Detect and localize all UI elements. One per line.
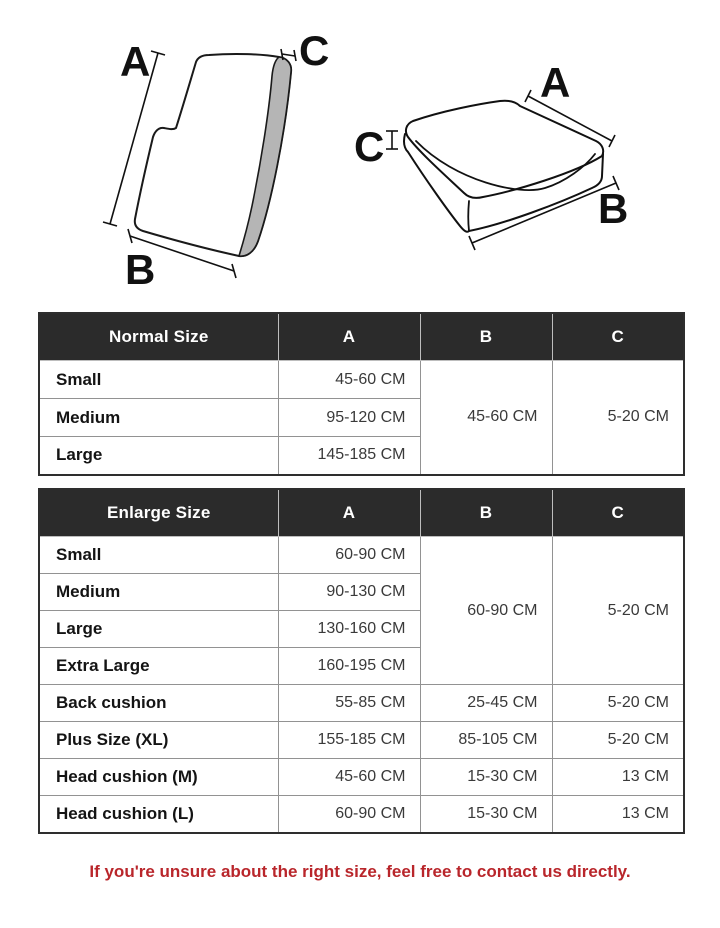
size-value-c-merged: 5-20 CM	[552, 361, 684, 475]
size-value-a: 155-185 CM	[278, 722, 420, 759]
size-name: Extra Large	[39, 648, 278, 685]
column-header-a: A	[278, 489, 420, 537]
column-header-a: A	[278, 313, 420, 361]
size-value-b: 15-30 CM	[420, 759, 552, 796]
size-value-b: 25-45 CM	[420, 685, 552, 722]
dim-label-a: A	[540, 59, 571, 106]
table-row	[39, 796, 684, 833]
size-value-a: 45-60 CM	[278, 361, 420, 399]
size-value-a: 145-185 CM	[278, 437, 420, 475]
contact-note: If you're unsure about the right size, feel free to contact us directly.	[89, 862, 631, 881]
size-name: Large	[39, 611, 278, 648]
normal-size-title: Normal Size	[39, 313, 278, 361]
column-header-c: C	[552, 489, 684, 537]
size-value-c: 13 CM	[552, 796, 684, 833]
table-header-row	[39, 489, 684, 537]
table-row	[39, 685, 684, 722]
normal-size-table	[38, 312, 685, 476]
size-value-c: 5-20 CM	[552, 722, 684, 759]
table-row	[39, 759, 684, 796]
size-value-a: 55-85 CM	[278, 685, 420, 722]
size-name: Medium	[39, 574, 278, 611]
enlarge-size-table	[38, 488, 685, 834]
column-header-b: B	[420, 313, 552, 361]
dim-label-c: C	[299, 27, 330, 74]
dim-label-a: A	[120, 38, 151, 85]
table-row	[39, 537, 684, 574]
size-value-c: 5-20 CM	[552, 685, 684, 722]
size-value-a: 95-120 CM	[278, 399, 420, 437]
size-value-b: 15-30 CM	[420, 796, 552, 833]
column-header-c: C	[552, 313, 684, 361]
size-name: Back cushion	[39, 685, 278, 722]
column-header-b: B	[420, 489, 552, 537]
enlarge-size-title: Enlarge Size	[39, 489, 278, 537]
size-value-b-merged: 45-60 CM	[420, 361, 552, 475]
size-name: Head cushion (M)	[39, 759, 278, 796]
size-value-a: 45-60 CM	[278, 759, 420, 796]
size-name: Small	[39, 361, 278, 399]
size-value-b: 85-105 CM	[420, 722, 552, 759]
size-diagrams	[0, 0, 720, 300]
size-value-a: 130-160 CM	[278, 611, 420, 648]
seat-cushion-diagram	[354, 59, 628, 250]
seat-cushion-top	[406, 101, 603, 198]
size-value-c: 13 CM	[552, 759, 684, 796]
dim-label-c: C	[354, 123, 385, 170]
table-row	[39, 722, 684, 759]
size-value-b-merged: 60-90 CM	[420, 537, 552, 685]
dimension-line-c	[386, 131, 398, 149]
size-name: Small	[39, 537, 278, 574]
seat-cushion-front-seam	[468, 201, 469, 231]
table-header-row	[39, 313, 684, 361]
size-value-a: 60-90 CM	[278, 537, 420, 574]
size-value-a: 160-195 CM	[278, 648, 420, 685]
dim-label-b: B	[598, 185, 629, 232]
size-value-c-merged: 5-20 CM	[552, 537, 684, 685]
size-name: Large	[39, 437, 278, 475]
size-name: Head cushion (L)	[39, 796, 278, 833]
size-value-a: 90-130 CM	[278, 574, 420, 611]
size-value-a: 60-90 CM	[278, 796, 420, 833]
back-cushion-diagram	[103, 27, 329, 293]
table-row	[39, 361, 684, 399]
size-name: Medium	[39, 399, 278, 437]
dim-label-b: B	[125, 246, 156, 293]
size-name: Plus Size (XL)	[39, 722, 278, 759]
dimension-line-c	[281, 49, 296, 61]
